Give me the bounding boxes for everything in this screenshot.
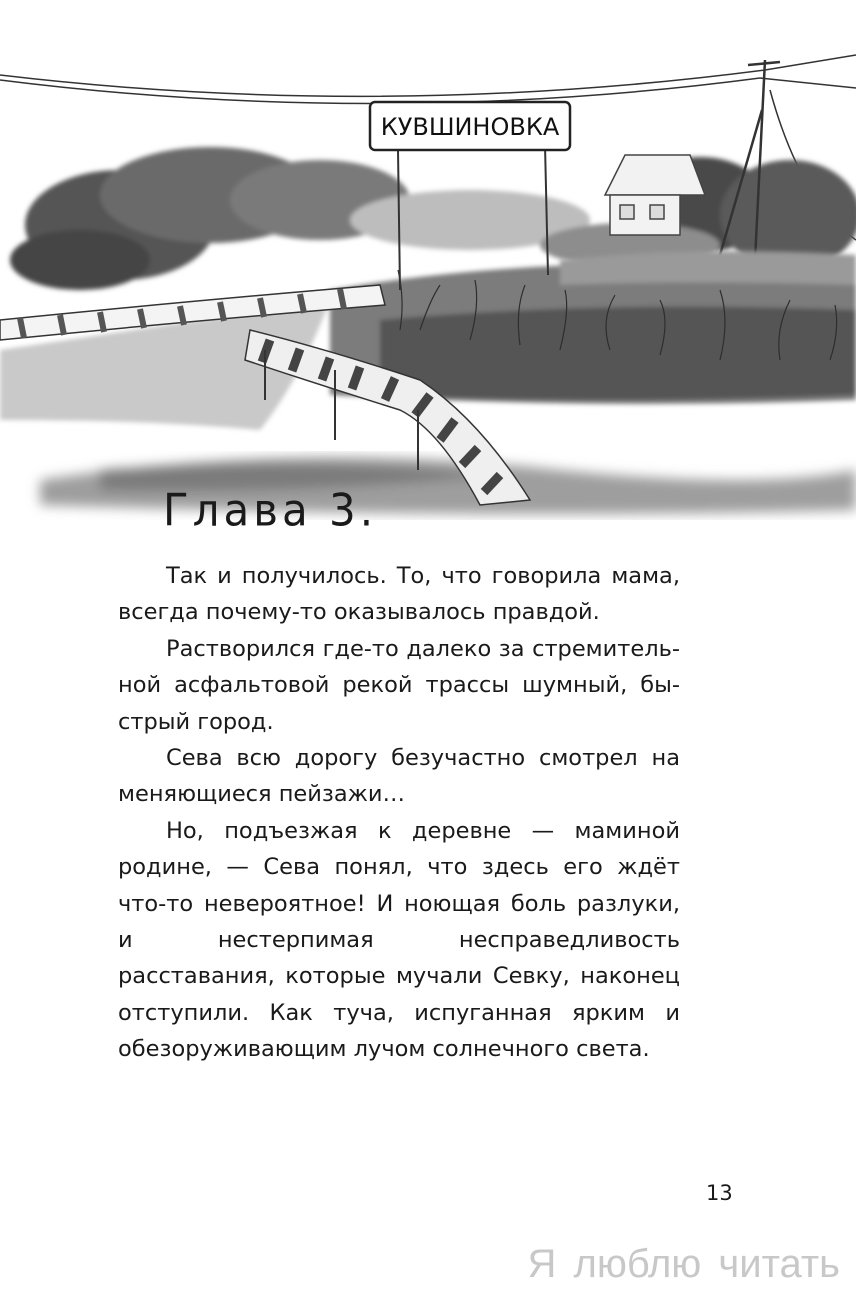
- watermark: Я люблю читать: [527, 1242, 840, 1286]
- paragraph: Так и получилось. То, что говорила мама, всегда почему-то оказывалось правдой.: [118, 563, 680, 626]
- paragraph: Но, подъезжая к деревне — маминой родине, — Сева понял, что здесь его ждёт что-то невероятное! И ноющая боль разлуки, и нестерпимая несправедливость расставания, которые мучали Севку, наконец отступили. Как туча, испуганная ярким и обезоруживающим лучом солнечного света.: [118, 817, 680, 1063]
- paragraph: Растворился где-то далеко за стремительной асфальтовой рекой трассы шумный, быстрый город.: [118, 635, 680, 735]
- chapter-title: Глава 3.: [163, 484, 378, 537]
- chapter-illustration: [0, 0, 856, 520]
- body-text: [118, 558, 680, 1068]
- sign-text: КУВШИНОВКА: [380, 113, 560, 141]
- page-number: 13: [706, 1181, 733, 1205]
- paragraph: Сева всю дорогу безучастно смотрел на меняющиеся пейзажи…: [118, 745, 680, 808]
